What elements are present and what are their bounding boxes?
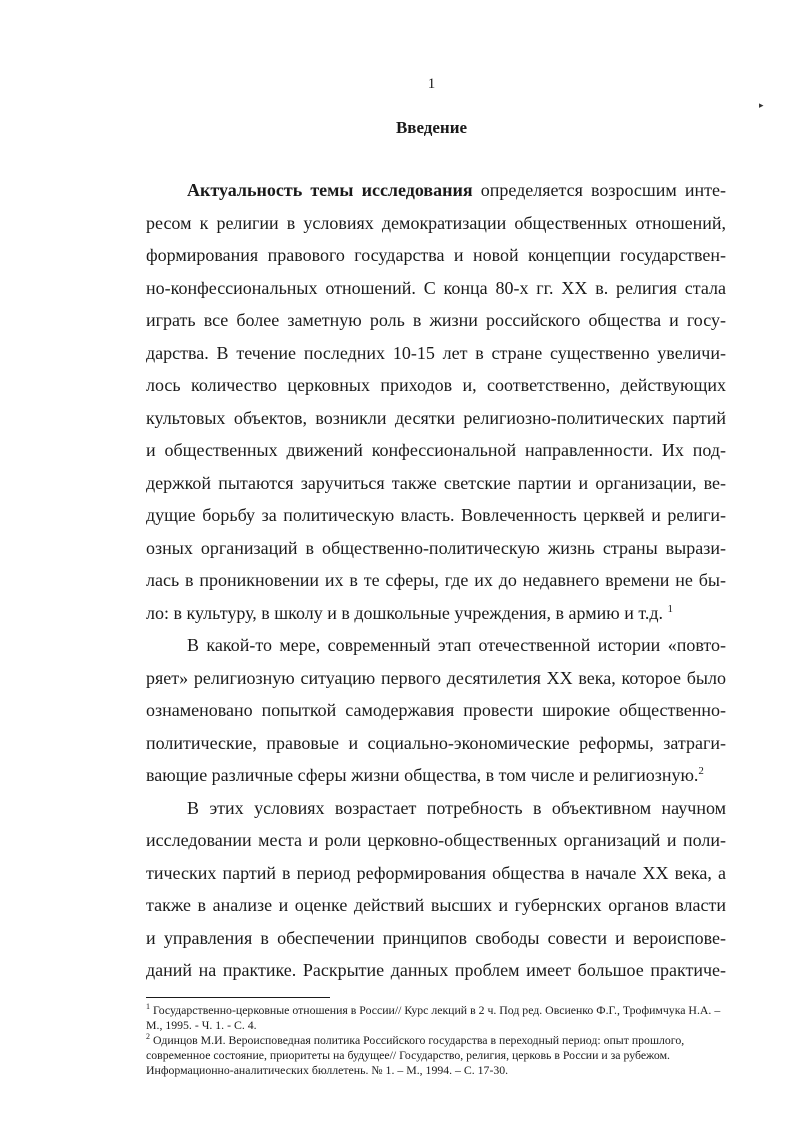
text-line: формирования правового государства и новой концепции государствен- — [146, 245, 726, 265]
text-span: ло: в культуру, в школу и в дошкольные учреждения, в армию и т.д. — [146, 602, 664, 623]
footnote-1 — [146, 1003, 726, 1033]
text-line: лась в проникновении их в те сферы, где их до недавнего времени не бы- — [146, 570, 726, 590]
text-line: ознаменовано попыткой самодержавия провести широкие общественно- — [146, 700, 726, 720]
text-line: озных организаций в общественно-политическую жизнь страны вырази- — [146, 537, 726, 558]
text-line — [146, 597, 726, 630]
page-number: 1 — [427, 76, 436, 92]
paragraph-historical-context — [146, 629, 726, 792]
footnote-number: 1 — [146, 1002, 150, 1012]
footnote-ref-1: 1 — [667, 602, 674, 615]
footnote-divider — [146, 997, 330, 998]
text-line: играть все более заметную роль в жизни российского общества и госу- — [146, 310, 726, 330]
footnotes — [146, 1003, 726, 1078]
footnote-text: Одинцов М.И. Вероисповедная политика Российского государства в переходный период: опыт прошлого, современное состояние, приоритеты на будущее// Государство, религия, церковь в России и за рубежом. Информационно-аналитических бюллетень. № 1. – М., 1994. – С. 17-30. — [146, 1033, 685, 1077]
text-line: политические, правовые и социально-экономические реформы, затраги- — [146, 732, 726, 753]
paragraph-research-need — [146, 792, 726, 987]
text-span: определяется возросшим инте- — [472, 180, 726, 200]
text-line: дарства. В течение последних 10-15 лет в стране существенно увеличи- — [146, 342, 726, 363]
text-line: исследовании места и роли церковно-общественных организаций и поли- — [146, 830, 726, 850]
margin-mark: ▸ — [759, 100, 764, 110]
text-line: В какой-то мере, современный этап отечественной истории «повто- — [187, 635, 726, 655]
text-line — [146, 759, 726, 792]
text-line: и общественных движений конфессиональной направленности. Их под- — [146, 440, 726, 460]
paragraph-relevance — [146, 174, 726, 629]
text-line: ресом к религии в условиях демократизации общественных отношений, — [146, 212, 726, 233]
page-title: Введение — [395, 118, 468, 137]
footnote-2 — [146, 1033, 726, 1078]
text-line — [146, 174, 726, 207]
footnote-number: 2 — [146, 1032, 150, 1042]
body-text — [146, 174, 726, 987]
footnote-ref-2: 2 — [698, 765, 704, 777]
text-line: держкой пытаются заручиться также светские партии и организации, ве- — [146, 472, 726, 493]
text-line: но-конфессиональных отношений. С конца 80-х гг. XX в. религия стала — [146, 277, 726, 298]
text-line: даний на практике. Раскрытие данных проблем имеет большое практиче- — [146, 960, 726, 980]
text-line: тических партий в период реформирования общества в начале XX века, а — [146, 862, 726, 883]
text-line: культовых объектов, возникли десятки религиозно-политических партий — [146, 407, 726, 428]
relevance-lead: Актуальность темы исследования — [187, 180, 473, 200]
text-line: и управления в обеспечении принципов свободы совести и вероиспове- — [146, 927, 726, 948]
text-line: В этих условиях возрастает потребность в объективном научном — [187, 797, 726, 818]
text-line: ряет» религиозную ситуацию первого десятилетия XX века, которое было — [146, 667, 726, 688]
text-line: дущие борьбу за политическую власть. Вовлеченность церквей и религи- — [146, 505, 726, 525]
text-line: лось количество церковных приходов и, соответственно, действующих — [146, 375, 726, 395]
text-line: также в анализе и оценке действий высших и губернских органов власти — [146, 895, 726, 915]
footnote-text: Государственно-церковные отношения в России// Курс лекций в 2 ч. Под ред. Овсиенко Ф.Г., Трофимчука Н.А. – М., 1995. - Ч. 1. - С. 4. — [146, 1003, 721, 1032]
text-span: вающие различные сферы жизни общества, в том числе и религиозную. — [146, 765, 699, 785]
